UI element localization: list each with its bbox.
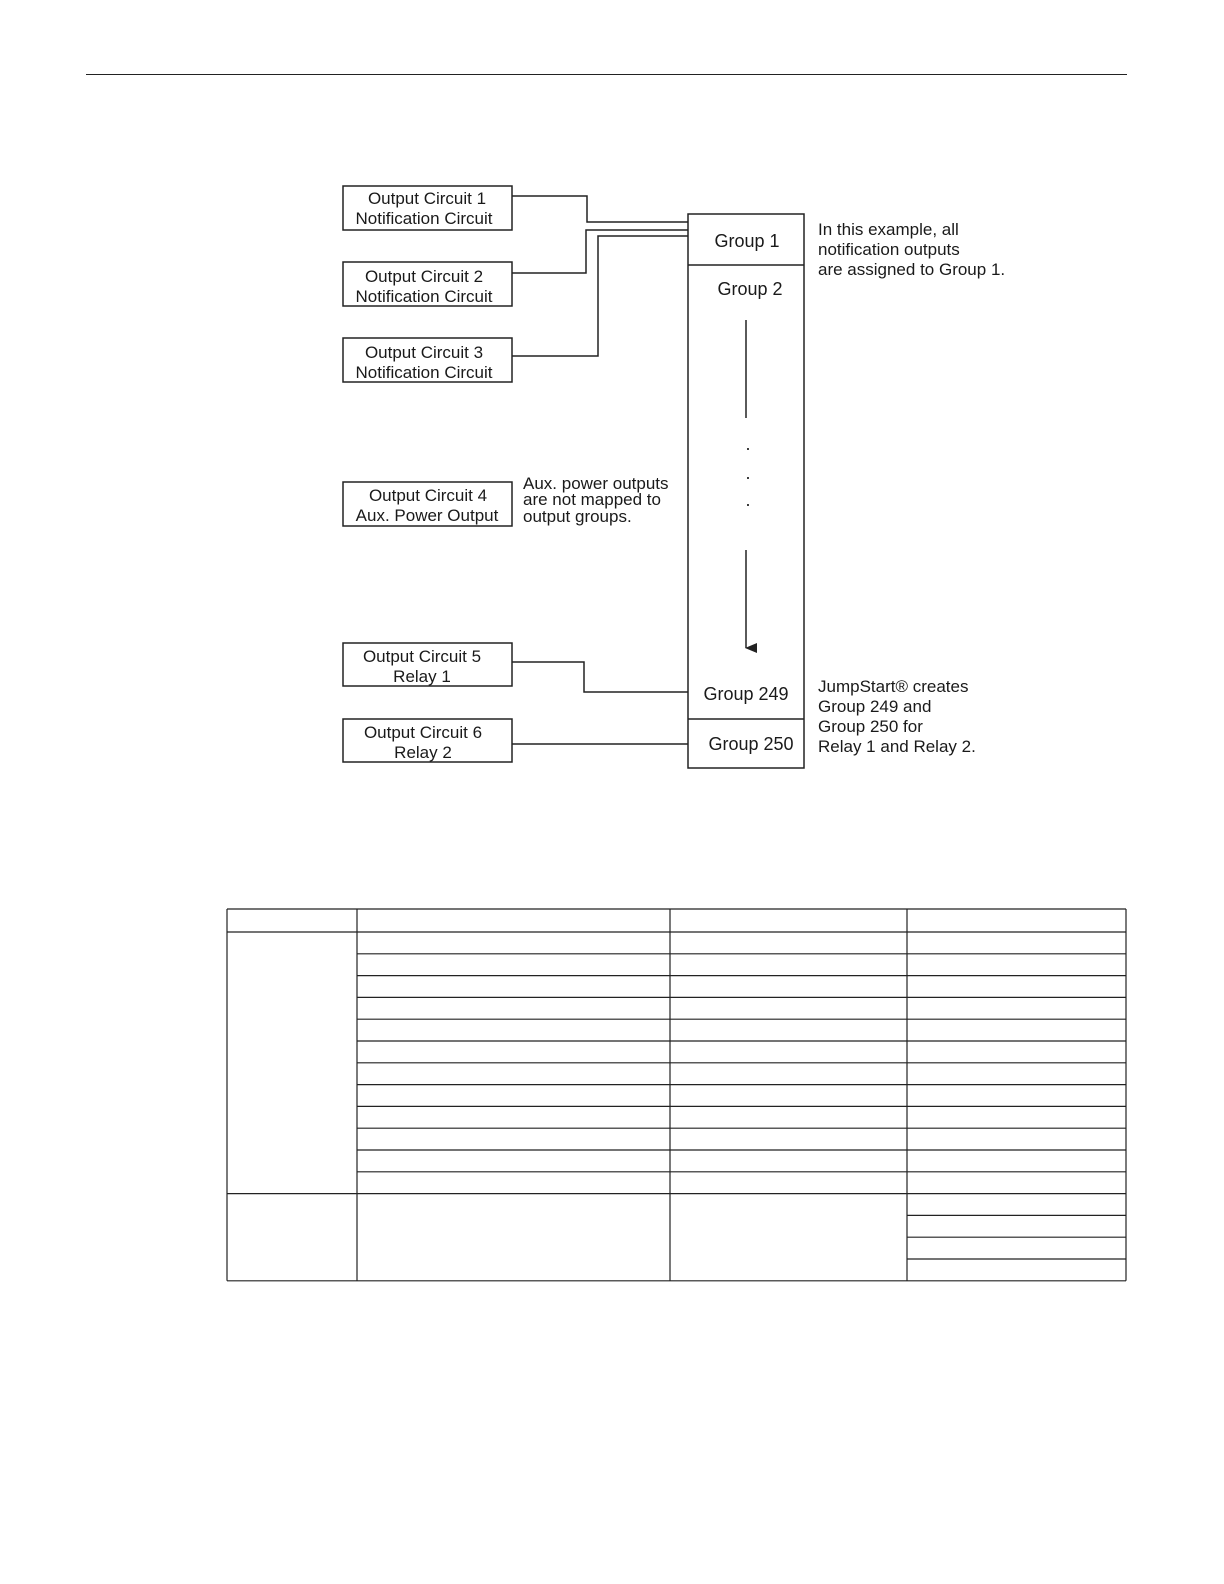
circuit-6-type: Relay 2	[394, 743, 452, 762]
circuit-4-title: Output Circuit 4	[368, 486, 488, 505]
annotation-example-line-2: notification outputs	[818, 240, 960, 259]
annotation-aux-line-2: are not mapped to	[523, 490, 661, 509]
circuit-2-type: Notification Circuit	[355, 287, 493, 306]
group-2-label: Group 2	[717, 279, 783, 299]
group-249-label: Group 249	[703, 684, 789, 704]
circuit-5-type: Relay 1	[393, 667, 451, 686]
annotation-jumpstart-line-2: Group 249 and	[818, 697, 932, 716]
annotation-jumpstart-line-3: Group 250 for	[818, 717, 923, 736]
annotation-aux-line-3: output groups.	[523, 507, 632, 526]
circuit-1-type: Notification Circuit	[355, 209, 493, 228]
annotation-example-line-3: are assigned to Group 1.	[818, 260, 1006, 279]
circuit-2-title: Output Circuit 2	[364, 267, 484, 286]
annotation-jumpstart-line-4: Relay 1 and Relay 2.	[818, 737, 976, 756]
circuit-1-title: Output Circuit 1	[367, 189, 487, 208]
annotation-example-line-1: In this example, all	[818, 220, 959, 239]
circuit-4-type: Aux. Power Output	[355, 506, 499, 525]
circuit-3-type: Notification Circuit	[355, 363, 493, 382]
ellipsis-dot-1: ·	[745, 438, 751, 458]
circuit-6-title: Output Circuit 6	[363, 723, 483, 742]
ellipsis-dot-3: ·	[745, 494, 751, 514]
circuit-5-title: Output Circuit 5	[362, 647, 482, 666]
annotation-jumpstart-line-1: JumpStart® creates	[818, 677, 969, 696]
group-1-label: Group 1	[714, 231, 780, 251]
circuit-3-title: Output Circuit 3	[364, 343, 484, 362]
table-grid-lines	[227, 909, 1126, 1281]
annotation-aux-line-1: Aux. power outputs	[523, 474, 669, 493]
ellipsis-dot-2: ·	[745, 467, 751, 487]
group-250-label: Group 250	[708, 734, 794, 754]
